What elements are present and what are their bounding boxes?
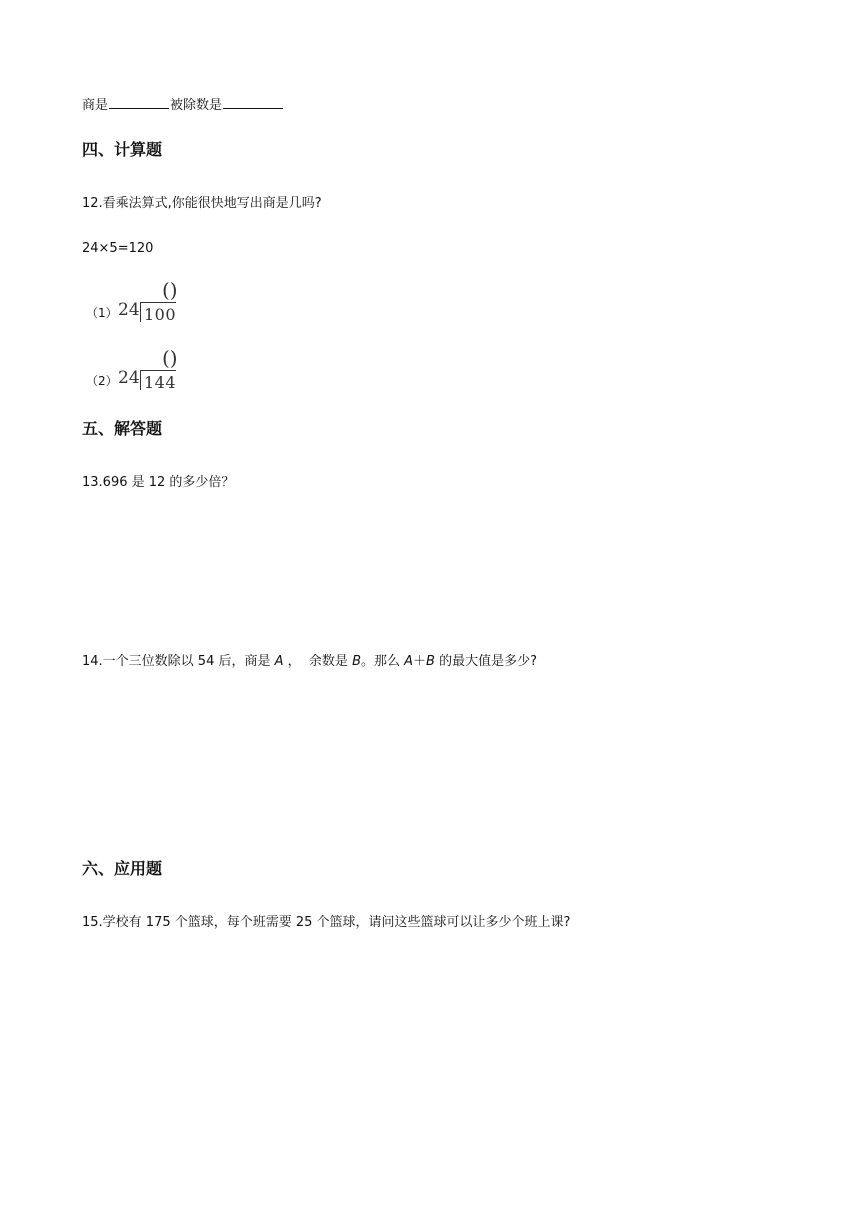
quotient-label: 商是 [82, 98, 109, 113]
q11-answer-line [82, 95, 284, 115]
divisor: 24 [118, 300, 140, 320]
var-a: A [274, 654, 284, 669]
q14-part: 的最大值是多少? [434, 654, 538, 669]
division-bar [140, 370, 176, 371]
division-bar [140, 302, 176, 303]
long-division-2 [86, 348, 196, 400]
quotient-blank[interactable] [109, 95, 169, 109]
dividend-label: 被除数是 [170, 98, 223, 113]
dividend-blank[interactable] [223, 95, 283, 109]
section-heading-solve: 五、解答题 [82, 419, 163, 438]
question-12-equation: 24×5=120 [82, 241, 154, 256]
expr-b: B [426, 654, 435, 669]
division-bracket [140, 370, 141, 390]
var-b: B [352, 654, 361, 669]
question-14-text [82, 653, 537, 671]
dividend: 144 [144, 373, 177, 392]
plus-sign: ＋ [413, 654, 427, 669]
q14-part: 。那么 [360, 654, 405, 669]
part-label: （2） [86, 374, 118, 388]
question-13-text: 13.696 是 12 的多少倍？ [82, 475, 235, 490]
quotient-placeholder[interactable]: () [162, 346, 178, 370]
division-bracket [140, 302, 141, 322]
section-heading-calculation: 四、计算题 [82, 140, 163, 159]
q14-part: 14.一个三位数除以 54 后，商是 [82, 654, 275, 669]
divisor: 24 [118, 368, 140, 388]
question-12-text: 12.看乘法算式,你能很快地写出商是几吗? [82, 196, 322, 211]
q14-part: ， 余数是 [283, 654, 353, 669]
question-15-text: 15.学校有 175 个篮球，每个班需要 25 个篮球，请问这些篮球可以让多少个班上课? [82, 915, 571, 930]
dividend: 100 [144, 305, 177, 324]
quotient-placeholder[interactable]: () [162, 278, 178, 302]
part-label: （1） [86, 306, 118, 320]
section-heading-application: 六、应用题 [82, 859, 163, 878]
long-division-1 [86, 280, 196, 332]
expr-a: A [404, 654, 414, 669]
